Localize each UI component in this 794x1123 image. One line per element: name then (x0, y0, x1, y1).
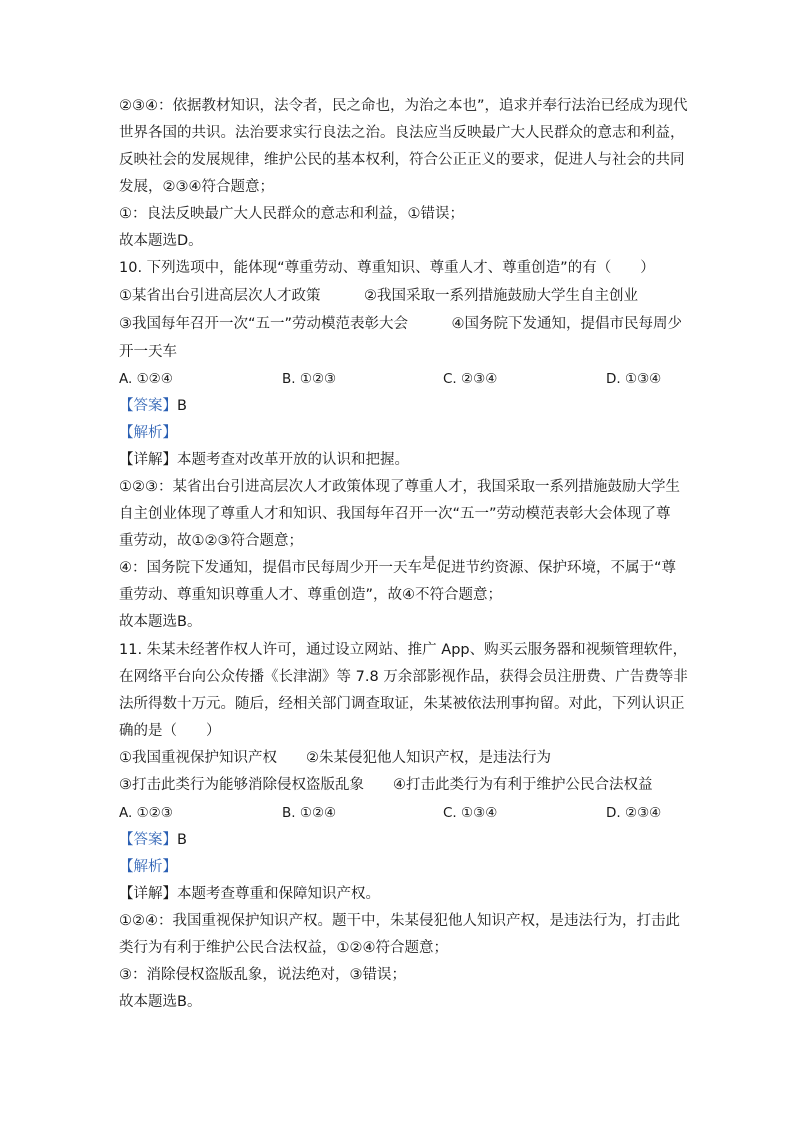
q10-item-line: ①某省出台引进高层次人才政策 ②我国采取一系列措施鼓励大学生自主创业 (119, 288, 638, 304)
prev-conclusion: 故本题选D。 (119, 233, 203, 249)
q10-conclusion: 故本题选B。 (119, 614, 202, 630)
prev-explanation-line: ①：良法反映最广大人民群众的意志和利益，①错误； (119, 206, 464, 222)
q10-analysis-label (119, 423, 679, 443)
q11-item-line: ①我国重视保护知识产权 ②朱某侵犯他人知识产权，是违法行为 (119, 750, 551, 766)
answer-label: 【答案】 (119, 832, 177, 848)
q11-stem-line: 11. 朱某未经著作权人许可，通过设立网站、推广 App、购买云服务器和视频管理软件， (119, 642, 688, 658)
explanation-part-raised: 是 (422, 556, 437, 572)
q11-explanation-line: 类行为有利于维护公民合法权益，①②④符合题意； (119, 940, 448, 956)
analysis-label: 【解析】 (119, 425, 177, 441)
q11-stem-line: 法所得数十万元。随后，经相关部门调查取证，朱某被依法刑事拘留。对此，下列认识正 (119, 696, 685, 712)
q10-option-a: A. ①②④ (119, 371, 173, 387)
prev-explanation-line: ②③④：依据教材知识，法令者，民之命也，为治之本也”，追求并奉行法治已经成为现代 (119, 98, 688, 114)
q10-detail (119, 450, 679, 470)
q10-explanation-line (119, 558, 679, 578)
detail-text: 本题考查对改革开放的认识和把握。 (177, 452, 409, 468)
q10-item-line: ③我国每年召开一次“五一”劳动模范表彰大会 ④国务院下发通知，提倡市民每周少 (119, 316, 683, 332)
detail-text: 本题考查尊重和保障知识产权。 (177, 886, 380, 902)
q10-explanation-line: ①②③：某省出台引进高层次人才政策体现了尊重人才，我国采取一系列措施鼓励大学生 (119, 479, 680, 495)
q11-conclusion: 故本题选B。 (119, 994, 202, 1010)
q10-explanation-line: 自主创业体现了尊重人才和知识、我国每年召开一次“五一”劳动模范表彰大会体现了尊 (119, 506, 671, 522)
q11-detail (119, 884, 679, 904)
explanation-part: ④：国务院下发通知，提倡市民每周少开一天车 (119, 560, 422, 576)
detail-label: 【详解】 (119, 452, 177, 468)
q11-answer (119, 830, 679, 850)
answer-value: B (177, 832, 187, 848)
q10-stem: 10. 下列选项中，能体现“尊重劳动、尊重知识、尊重人才、尊重创造”的有（ ） (119, 260, 655, 276)
q10-item-line: 开一天车 (119, 344, 177, 360)
q11-options (119, 803, 679, 823)
analysis-label: 【解析】 (119, 859, 177, 875)
answer-label: 【答案】 (119, 398, 177, 414)
q11-explanation-line: ③：消除侵权盗版乱象，说法绝对，③错误； (119, 967, 406, 983)
detail-label: 【详解】 (119, 886, 177, 902)
explanation-part: 促进节约资源、保护环境，不属于“尊 (436, 560, 677, 576)
q10-option-b: B. ①②③ (282, 371, 337, 387)
q11-explanation-line: ①②④：我国重视保护知识产权。题干中，朱某侵犯他人知识产权，是违法行为，打击此 (119, 913, 680, 929)
q10-option-d: D. ①③④ (606, 371, 662, 387)
q11-stem-line: 在网络平台向公众传播《长津湖》等 7.8 万余部影视作品，获得会员注册费、广告费等非 (119, 669, 688, 685)
q11-option-b: B. ①②④ (282, 805, 337, 821)
q10-option-c: C. ②③④ (443, 371, 498, 387)
q10-options (119, 369, 679, 389)
prev-explanation-line: 发展，②③④符合题意； (119, 179, 274, 195)
q11-stem-line: 确的是（ ） (119, 723, 221, 739)
q11-item-line: ③打击此类行为能够消除侵权盗版乱象 ④打击此类行为有利于维护公民合法权益 (119, 777, 653, 793)
q10-explanation-line: 重劳动、尊重知识尊重人才、尊重创造”，故④不符合题意； (119, 587, 503, 603)
q10-explanation-line: 重劳动，故①②③符合题意； (119, 533, 303, 549)
prev-explanation-line: 反映社会的发展规律，维护公民的基本权利，符合公正正义的要求，促进人与社会的共同 (119, 152, 685, 168)
q11-analysis-label (119, 857, 679, 877)
answer-value: B (177, 398, 187, 414)
prev-explanation-line: 世界各国的共识。法治要求实行良法之治。良法应当反映最广大人民群众的意志和利益， (119, 125, 685, 141)
q11-option-a: A. ①②③ (119, 805, 173, 821)
q11-option-c: C. ①③④ (443, 805, 498, 821)
q10-answer (119, 396, 679, 416)
q11-option-d: D. ②③④ (606, 805, 662, 821)
